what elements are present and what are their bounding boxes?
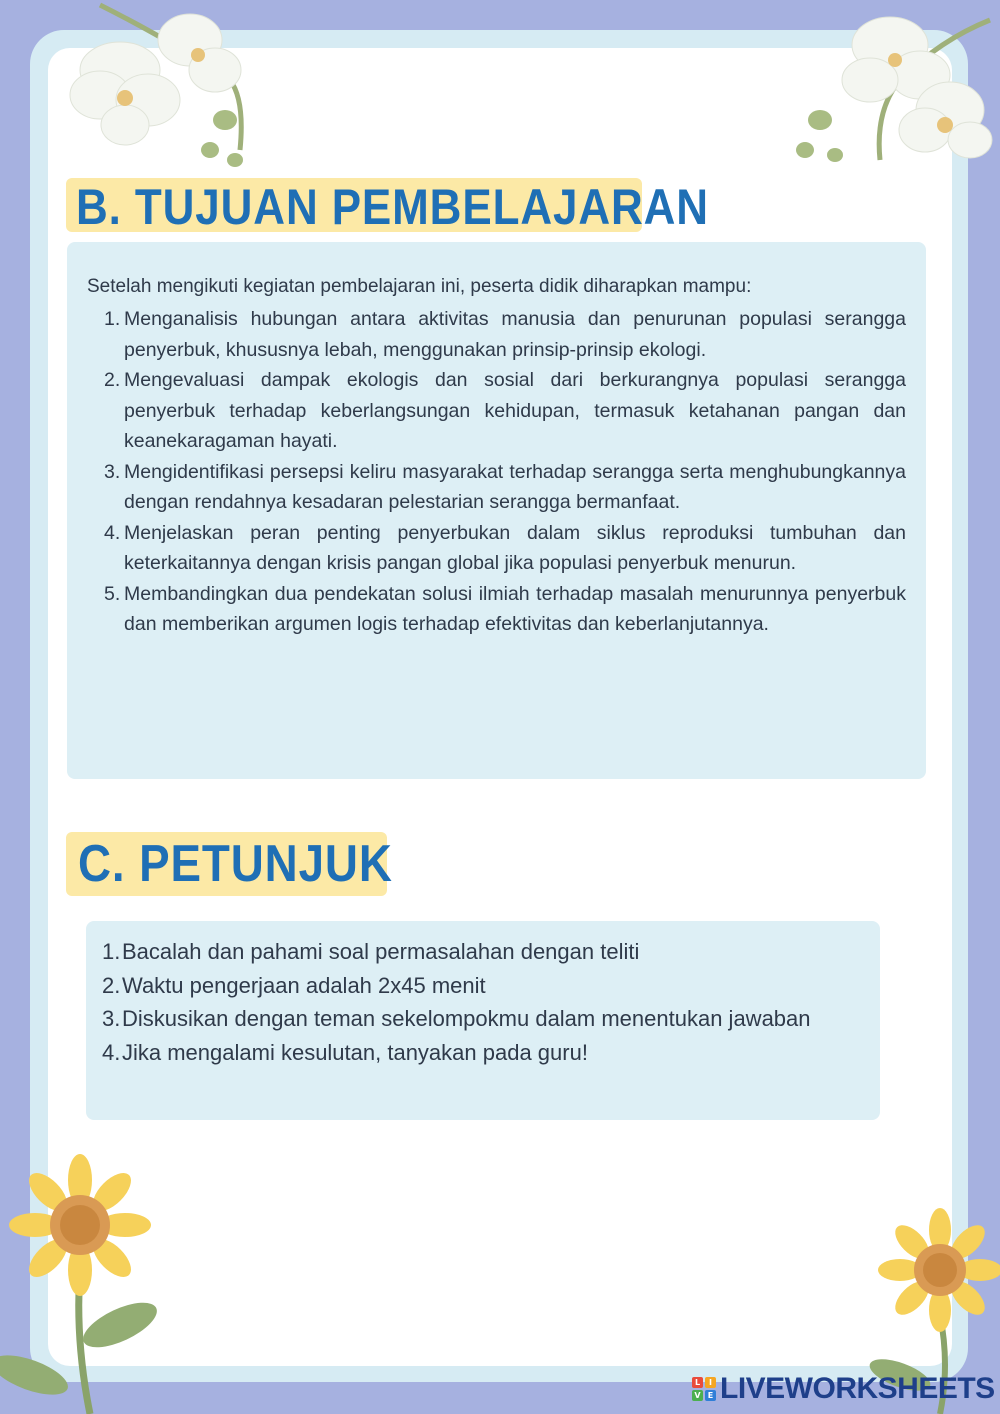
list-item xyxy=(104,518,906,579)
list-item-number: 5. xyxy=(104,582,121,605)
list-item-number: 1. xyxy=(104,308,121,330)
list-item-number: 1. xyxy=(102,939,121,964)
list-item-number: 4. xyxy=(102,1039,121,1065)
list-item xyxy=(102,1002,842,1036)
list-item xyxy=(102,1036,842,1070)
list-item xyxy=(104,365,906,457)
instructions-list xyxy=(102,935,842,1069)
list-item xyxy=(104,304,906,365)
section-b-title: B. TUJUAN PEMBELAJARAN xyxy=(76,179,709,235)
list-item xyxy=(102,935,842,969)
objectives-list xyxy=(104,304,906,640)
objectives-intro: Setelah mengikuti kegiatan pembelajaran ini, peserta didik diharapkan mampu: xyxy=(87,276,752,297)
list-item xyxy=(104,457,906,518)
list-item-text: Membandingkan dua pendekatan solusi ilmiah terhadap masalah menurunnya penyerbuk dan memberikan argumen logis terhadap efektivitas dan keberlanjutannya. xyxy=(124,582,906,635)
list-item-text: Diskusikan dengan teman sekelompokmu dalam menentukan jawaban xyxy=(122,1006,811,1031)
list-item-number: 2. xyxy=(102,972,121,998)
list-item-number: 4. xyxy=(104,521,121,544)
list-item xyxy=(102,969,842,1003)
list-item-number: 3. xyxy=(104,460,121,483)
list-item-text: Waktu pengerjaan adalah 2x45 menit xyxy=(122,972,486,998)
list-item-text: Menganalisis hubungan antara aktivitas manusia dan penurunan populasi serangga penyerbuk, khususnya lebah, menggunakan prinsip-prinsip ekologi. xyxy=(124,308,906,361)
list-item-text: Mengidentifikasi persepsi keliru masyarakat terhadap serangga serta menghubungkannya dengan rendahnya kesadaran pelestarian serangga bermanfaat. xyxy=(124,460,906,513)
list-item-text: Mengevaluasi dampak ekologis dan sosial dari berkurangnya populasi serangga penyerbuk terhadap keberlangsungan kehidupan, termasuk ketahanan pangan dan keanekaragaman hayati. xyxy=(124,369,906,452)
liveworksheets-logo-icon: L I V E xyxy=(692,1377,716,1401)
list-item-number: 2. xyxy=(104,369,121,391)
orchid-decoration-top-right xyxy=(780,0,1000,175)
list-item-text: Menjelaskan peran penting penyerbukan dalam siklus reproduksi tumbuhan dan keterkaitannya dengan krisis pangan global jika populasi penyerbuk menurun. xyxy=(124,521,906,574)
list-item-text: Bacalah dan pahami soal permasalahan dengan teliti xyxy=(122,939,640,964)
brand-name: LIVEWORKSHEETS xyxy=(720,1372,995,1405)
liveworksheets-brand[interactable] xyxy=(692,1372,995,1406)
list-item-text: Jika mengalami kesulutan, tanyakan pada guru! xyxy=(122,1039,588,1065)
section-b-heading xyxy=(66,178,709,235)
section-c-heading xyxy=(66,832,393,896)
orchid-decoration-top-left xyxy=(40,0,260,175)
list-item-number: 3. xyxy=(102,1006,121,1031)
list-item xyxy=(104,579,906,640)
section-c-title: C. PETUNJUK xyxy=(78,835,393,893)
sunflower-decoration-bottom-left xyxy=(0,1150,210,1414)
